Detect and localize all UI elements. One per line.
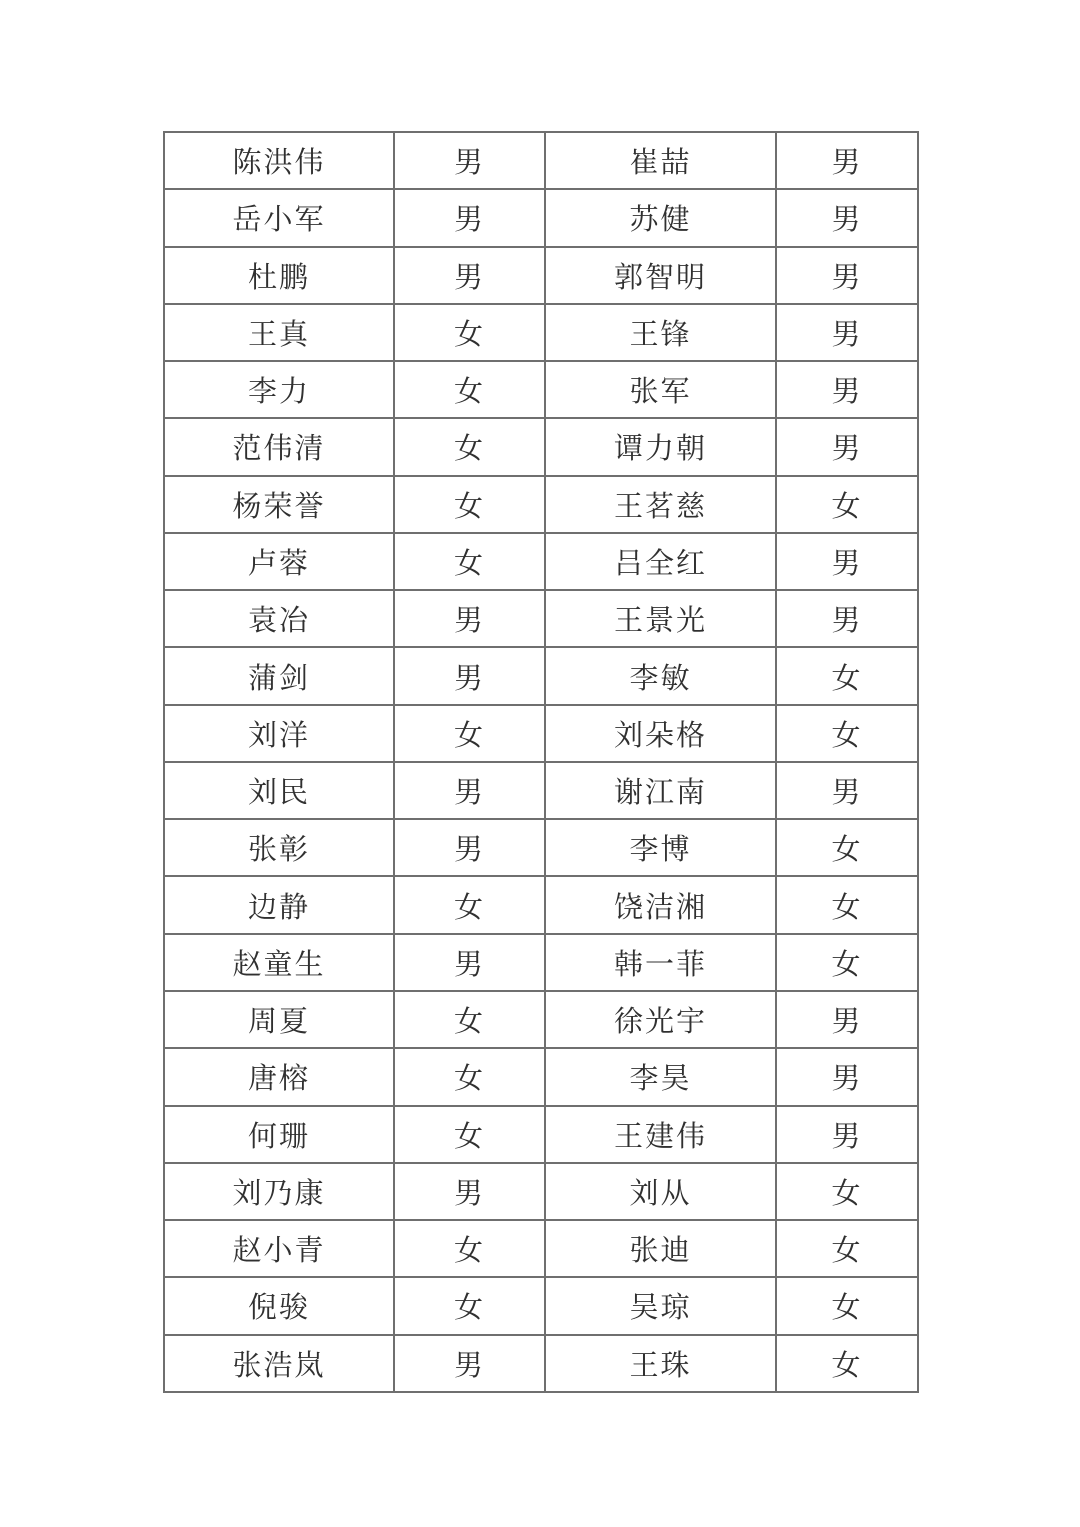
table-row: [164, 1277, 918, 1334]
gender-cell-right: 男: [776, 762, 918, 819]
gender-cell-right: 女: [776, 1220, 918, 1277]
gender-cell-right: 男: [776, 304, 918, 361]
roster-table-body: [164, 132, 918, 1392]
gender-cell-right: 女: [776, 647, 918, 704]
name-cell-left: 刘洋: [164, 705, 394, 762]
gender-cell-left: 男: [394, 1163, 545, 1220]
name-cell-left: 袁冶: [164, 590, 394, 647]
name-cell-right: 饶洁湘: [545, 876, 776, 933]
gender-cell-right: 女: [776, 1335, 918, 1392]
table-row: [164, 705, 918, 762]
name-cell-right: 王建伟: [545, 1106, 776, 1163]
gender-cell-right: 女: [776, 876, 918, 933]
gender-cell-right: 男: [776, 991, 918, 1048]
table-row: [164, 247, 918, 304]
table-row: [164, 361, 918, 418]
gender-cell-left: 男: [394, 934, 545, 991]
name-cell-left: 刘乃康: [164, 1163, 394, 1220]
gender-cell-left: 男: [394, 762, 545, 819]
gender-cell-right: 男: [776, 1106, 918, 1163]
name-cell-left: 陈洪伟: [164, 132, 394, 189]
gender-cell-left: 男: [394, 590, 545, 647]
table-row: [164, 590, 918, 647]
name-cell-left: 杜鹏: [164, 247, 394, 304]
name-cell-right: 刘从: [545, 1163, 776, 1220]
gender-cell-left: 男: [394, 819, 545, 876]
table-row: [164, 418, 918, 475]
gender-cell-left: 男: [394, 1335, 545, 1392]
name-cell-left: 张彰: [164, 819, 394, 876]
name-cell-right: 李敏: [545, 647, 776, 704]
table-row: [164, 132, 918, 189]
name-cell-right: 李博: [545, 819, 776, 876]
gender-cell-right: 男: [776, 533, 918, 590]
name-cell-right: 韩一菲: [545, 934, 776, 991]
name-cell-right: 张军: [545, 361, 776, 418]
name-cell-left: 刘民: [164, 762, 394, 819]
name-cell-right: 王锋: [545, 304, 776, 361]
table-row: [164, 647, 918, 704]
name-cell-left: 赵童生: [164, 934, 394, 991]
gender-cell-left: 女: [394, 533, 545, 590]
gender-cell-left: 女: [394, 418, 545, 475]
name-cell-right: 吕全红: [545, 533, 776, 590]
name-cell-right: 王茗慈: [545, 476, 776, 533]
table-row: [164, 819, 918, 876]
gender-cell-right: 女: [776, 476, 918, 533]
name-cell-left: 何珊: [164, 1106, 394, 1163]
gender-cell-left: 女: [394, 1106, 545, 1163]
table-row: [164, 1106, 918, 1163]
roster-table: [163, 131, 919, 1393]
gender-cell-right: 女: [776, 1277, 918, 1334]
name-cell-right: 崔喆: [545, 132, 776, 189]
gender-cell-left: 女: [394, 1277, 545, 1334]
gender-cell-left: 男: [394, 189, 545, 246]
gender-cell-right: 男: [776, 418, 918, 475]
gender-cell-right: 男: [776, 590, 918, 647]
gender-cell-right: 男: [776, 1048, 918, 1105]
gender-cell-left: 女: [394, 476, 545, 533]
gender-cell-right: 女: [776, 1163, 918, 1220]
name-cell-left: 周夏: [164, 991, 394, 1048]
table-row: [164, 762, 918, 819]
gender-cell-left: 女: [394, 705, 545, 762]
name-cell-left: 杨荣誉: [164, 476, 394, 533]
name-cell-right: 刘朵格: [545, 705, 776, 762]
name-cell-right: 王景光: [545, 590, 776, 647]
table-row: [164, 1220, 918, 1277]
name-cell-right: 郭智明: [545, 247, 776, 304]
gender-cell-left: 男: [394, 132, 545, 189]
table-row: [164, 1163, 918, 1220]
table-row: [164, 1048, 918, 1105]
gender-cell-right: 男: [776, 247, 918, 304]
name-cell-left: 赵小青: [164, 1220, 394, 1277]
gender-cell-right: 男: [776, 361, 918, 418]
name-cell-right: 吴琼: [545, 1277, 776, 1334]
gender-cell-left: 女: [394, 1048, 545, 1105]
name-cell-left: 张浩岚: [164, 1335, 394, 1392]
name-cell-right: 苏健: [545, 189, 776, 246]
name-cell-left: 蒲剑: [164, 647, 394, 704]
name-cell-left: 王真: [164, 304, 394, 361]
gender-cell-left: 女: [394, 1220, 545, 1277]
table-row: [164, 304, 918, 361]
table-row: [164, 189, 918, 246]
name-cell-right: 谭力朝: [545, 418, 776, 475]
name-cell-right: 谢江南: [545, 762, 776, 819]
name-cell-left: 卢蓉: [164, 533, 394, 590]
table-row: [164, 533, 918, 590]
gender-cell-left: 女: [394, 991, 545, 1048]
gender-cell-left: 男: [394, 647, 545, 704]
table-row: [164, 934, 918, 991]
gender-cell-right: 女: [776, 934, 918, 991]
name-cell-left: 唐榕: [164, 1048, 394, 1105]
gender-cell-left: 男: [394, 247, 545, 304]
gender-cell-right: 女: [776, 705, 918, 762]
table-row: [164, 991, 918, 1048]
gender-cell-left: 女: [394, 876, 545, 933]
name-cell-right: 李昊: [545, 1048, 776, 1105]
table-row: [164, 876, 918, 933]
gender-cell-right: 女: [776, 819, 918, 876]
name-cell-left: 范伟清: [164, 418, 394, 475]
gender-cell-right: 男: [776, 132, 918, 189]
name-cell-left: 岳小军: [164, 189, 394, 246]
name-cell-right: 王珠: [545, 1335, 776, 1392]
gender-cell-right: 男: [776, 189, 918, 246]
gender-cell-left: 女: [394, 304, 545, 361]
table-row: [164, 476, 918, 533]
name-cell-left: 倪骏: [164, 1277, 394, 1334]
table-row: [164, 1335, 918, 1392]
name-cell-right: 徐光宇: [545, 991, 776, 1048]
name-cell-left: 李力: [164, 361, 394, 418]
name-cell-left: 边静: [164, 876, 394, 933]
name-cell-right: 张迪: [545, 1220, 776, 1277]
gender-cell-left: 女: [394, 361, 545, 418]
